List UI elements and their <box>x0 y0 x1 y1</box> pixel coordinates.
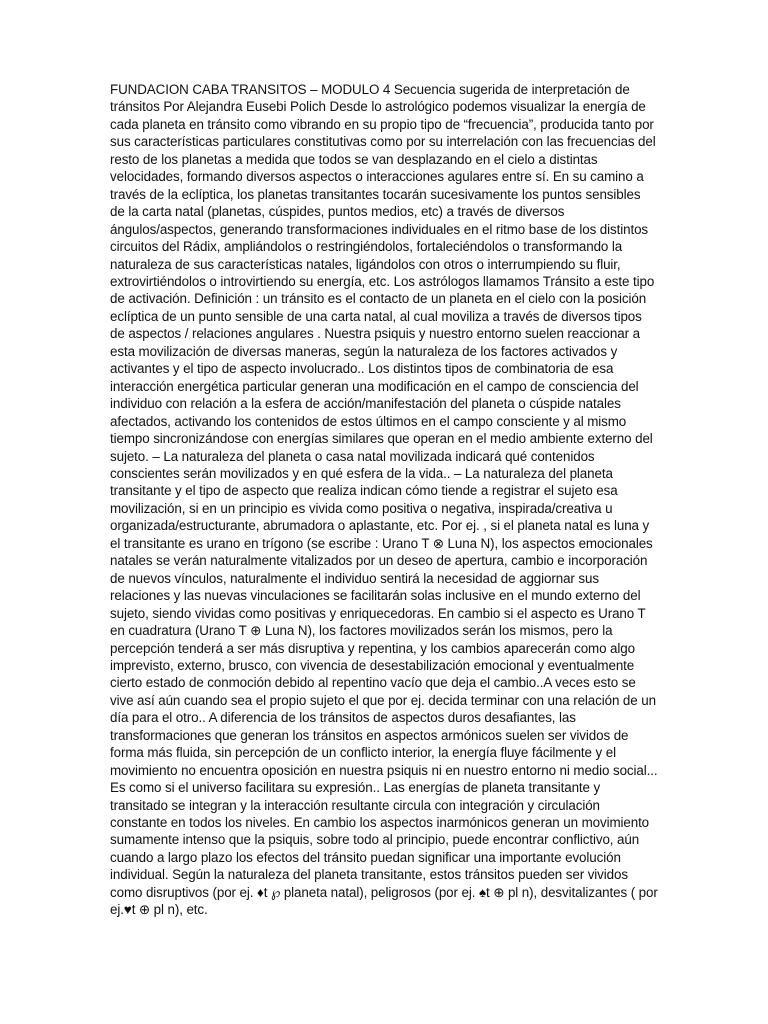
document-body-text: FUNDACION CABA TRANSITOS – MODULO 4 Secuencia sugerida de interpretación de tránsitos Por Alejandra Eusebi Polich Desde lo astrológico podemos visualizar la energía de cada planeta en tránsito como vibrando en su propio tipo de “frecuencia”, producida tanto por sus características particulares constitutivas como por su interrelación con las frecuencias del resto de los planetas a medida que todos se van desplazando en el cielo a distintas velocidades, formando diversos aspectos o interacciones agulares entre sí. En su camino a través de la eclíptica, los planetas transitantes tocarán sucesivamente los puntos sensibles de la carta natal (planetas, cúspides, puntos medios, etc) a través de diversos ángulos/aspectos, generando transformaciones individuales en el ritmo base de los distintos circuitos del Rádix, ampliándolos o restringiéndolos, fortaleciéndolos o transformando la naturaleza de sus características natales, ligándolos con otros o interrumpiendo su fluir, extrovirtiéndolos o introvirtiendo su energía, etc. Los astrólogos llamamos Tránsito a este tipo de activación. Definición : un tránsito es el contacto de un planeta en el cielo con la posición eclíptica de un punto sensible de una carta natal, al cual moviliza a través de diversos tipos de aspectos / relaciones angulares . Nuestra psiquis y nuestro entorno suelen reaccionar a esta movilización de diversas maneras, según la naturaleza de los factores activados y activantes y el tipo de aspecto involucrado.. Los distintos tipos de combinatoria de esa interacción energética particular generan una modificación en el campo de consciencia del individuo con relación a la esfera de acción/manifestación del planeta o cúspide natales afectados, activando los contenidos de estos últimos en el campo consciente y al mismo tiempo sincronizándose con energías similares que operan en el medio ambiente externo del sujeto. – La naturaleza del planeta o casa natal movilizada indicará qué contenidos conscientes serán movilizados y en qué esfera de la vida.. – La naturaleza del planeta transitante y el tipo de aspecto que realiza indican cómo tiende a registrar el sujeto esa movilización, si en un principio es vivida como positiva o negativa, inspirada/creativa u organizada/estructurante, abrumadora o aplastante, etc. Por ej. , si el planeta natal es luna y el transitante es urano en trígono (se escribe : Urano T ⊗ Luna N), los aspectos emocionales natales se verán naturalmente vitalizados por un deseo de apertura, cambio e incorporación de nuevos vínculos, naturalmente el individuo sentirá la necesidad de aggiornar sus relaciones y las nuevas vinculaciones se facilitarán solas inclusive en el mundo externo del sujeto, siendo vividas como positivas y enriquecedoras. En cambio si el aspecto es Urano T en cuadratura (Urano T ⊕ Luna N), los factores movilizados serán los mismos, pero la percepción tenderá a ser más disruptiva y repentina, y los cambios aparecerán como algo imprevisto, externo, brusco, con vivencia de desestabilización emocional y eventualmente cierto estado de conmoción debido al repentino vacío que deja el cambio..A veces esto se vive así aún cuando sea el propio sujeto el que por ej. decida terminar con una relación de un día para el otro.. A diferencia de los tránsitos de aspectos duros desafiantes, las transformaciones que generan los tránsitos en aspectos armónicos suelen ser vividos de forma más fluida, sin percepción de un conflicto interior, la energía fluye fácilmente y el movimiento no encuentra oposición en nuestra psiquis ni en nuestro entorno ni medio social... Es como si el universo facilitara su expresión.. Las energías de planeta transitante y transitado se integran y la interacción resultante circula con integración y circulación constante en todos los niveles. En cambio los aspectos inarmónicos generan un movimiento sumamente intenso que la psiquis, sobre todo al principio, puede encontrar conflictivo, aún cuando a largo plazo los efectos del tránsito puedan significar una importante evolución individual. Según la naturaleza del planeta transitante, estos tránsitos pueden ser vividos como disruptivos (por ej. ♦t ℘ planeta natal), peligrosos (por ej. ♠t ⊕ pl n), desvitalizantes ( por ej.♥t ⊕ pl n), etc. <box>110 82 658 918</box>
